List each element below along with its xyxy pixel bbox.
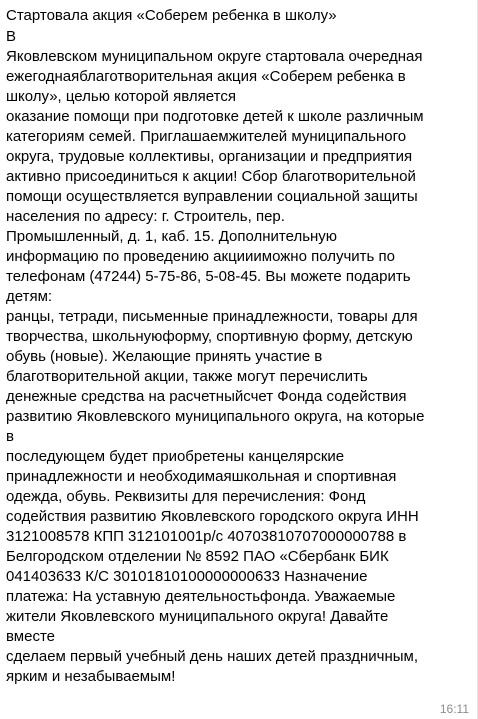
message-line: телефонам (47244) 5-75-86, 5-08-45. Вы можете подарить <box>6 268 411 285</box>
message-line: 041403633 К/С 30101810100000000633 Назначение <box>6 568 368 585</box>
message-text <box>6 6 465 687</box>
message-line: школу», целью которой является <box>6 88 236 105</box>
message-line: Стартовала акция «Соберем ребенка в школу» <box>6 7 337 24</box>
message-line: обувь (новые). Желающие принять участие в <box>6 348 323 365</box>
message-line: ранцы, тетради, письменные принадлежности, товары для <box>6 308 418 325</box>
message-line: содействия развитию Яковлевского городского округа ИНН <box>6 508 419 525</box>
message-line: активно присоединиться к акции! Сбор благотворительной <box>6 168 416 185</box>
message-line: вместе <box>6 628 55 645</box>
message-line: принадлежности и необходимаяшкольная и спортивная <box>6 468 397 485</box>
message-line: 3121008578 КПП 312101001р/с 40703810707000000788 в <box>6 528 407 545</box>
message-line: денежные средства на расчетныйсчет Фонда содействия <box>6 388 407 405</box>
message-line: последующем будет приобретены канцелярские <box>6 448 345 465</box>
message-line: Промышленный, д. 1, каб. 15. Дополнительную <box>6 228 338 245</box>
message-line: Яковлевском муниципальном округе стартовала очередная <box>6 48 423 65</box>
message-line: развитию Яковлевского муниципального округа, на которые <box>6 408 425 425</box>
message-line: информацию по проведению акциииможно получить по <box>6 248 396 265</box>
message-line: населения по адресу: г. Строитель, пер. <box>6 208 285 225</box>
message-line: творчества, школьнуюформу, спортивную форму, детскую <box>6 328 413 345</box>
message-line: категориям семей. Приглашаемжителей муниципального <box>6 128 407 145</box>
message-line: Белгородском отделении № 8592 ПАО «Сбербанк БИК <box>6 548 389 565</box>
message-line: В <box>6 28 17 45</box>
message-line: платежа: На уставную деятельностьфонда. Уважаемые <box>6 588 396 605</box>
message-line: округа, трудовые коллективы, организации и предприятия <box>6 148 413 165</box>
message-line: жители Яковлевского муниципального округа! Давайте <box>6 608 389 625</box>
message-line: помощи осуществляется вуправлении социальной защиты <box>6 188 418 205</box>
message-line: ярким и незабываемым! <box>6 668 176 685</box>
message-line: оказание помощи при подготовке детей к школе различным <box>6 108 424 125</box>
message-line: одежда, обувь. Реквизиты для перечисления: Фонд <box>6 488 366 505</box>
message-line: ежегоднаяблаготворительная акция «Соберем ребенка в <box>6 68 406 85</box>
message-timestamp: 16:11 <box>439 702 469 716</box>
message-line: благотворительной акции, также могут перечислить <box>6 368 368 385</box>
message-line: в <box>6 428 14 445</box>
message-line: сделаем первый учебный день наших детей праздничным, <box>6 648 419 665</box>
message-line: детям: <box>6 288 53 305</box>
